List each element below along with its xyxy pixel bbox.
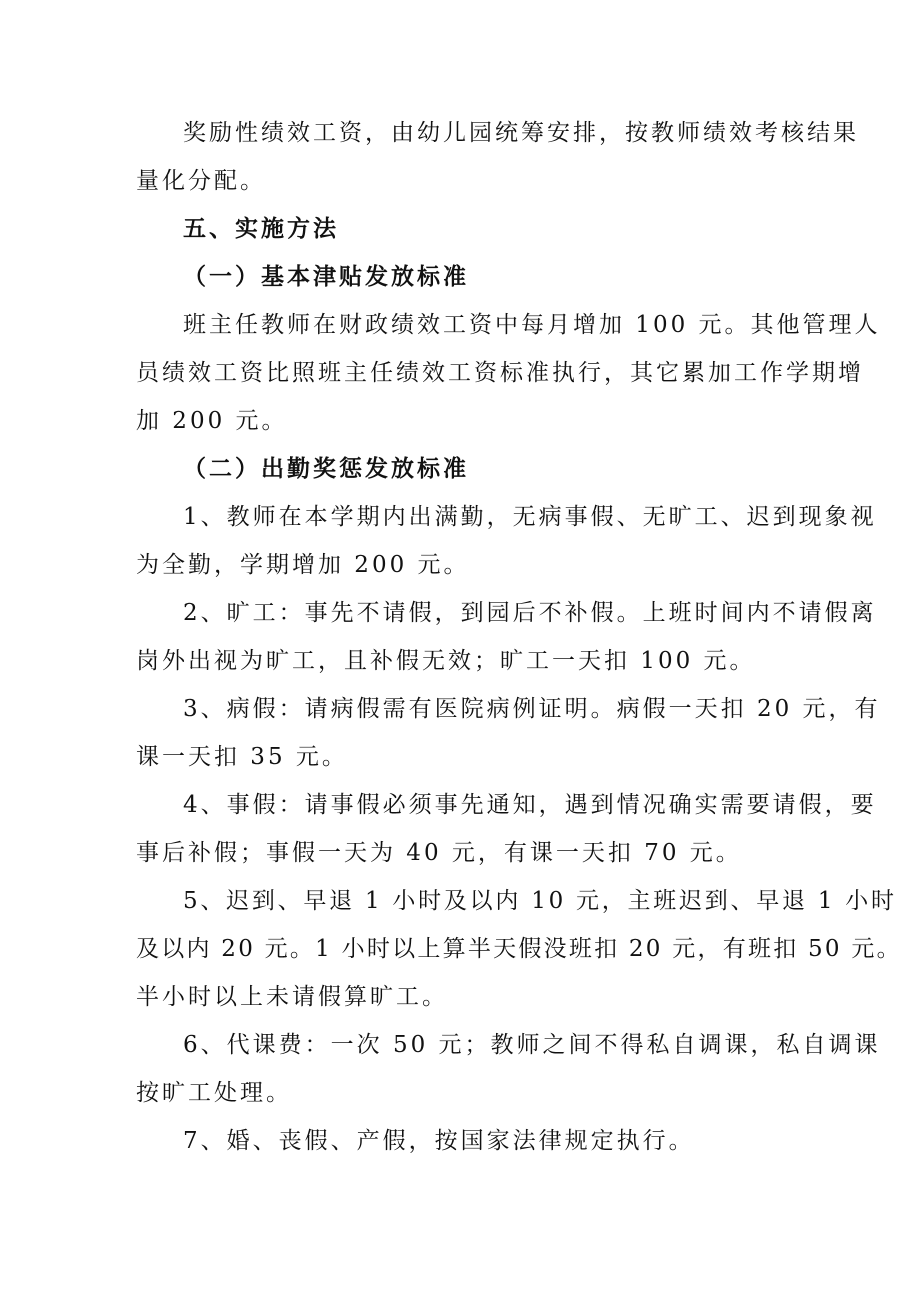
subsection-heading-attendance: （二）出勤奖惩发放标准 [183,455,469,482]
list-item-personal-leave-line-1: 4、事假：请事假必须事先通知，遇到情况确实需要请假，要 [183,792,877,818]
section-heading-implementation: 五、实施方法 [183,215,339,242]
list-item-full-attendance-line-2: 为全勤，学期增加 200 元。 [136,552,470,578]
list-item-marriage-leave-line-1: 7、婚、丧假、产假，按国家法律规定执行。 [183,1128,695,1154]
list-item-personal-leave-line-2: 事后补假；事假一天为 40 元，有课一天扣 70 元。 [136,840,742,866]
list-item-substitute-fee-line-2: 按旷工处理。 [136,1080,292,1106]
list-item-full-attendance-line-1: 1、教师在本学期内出满勤，无病事假、无旷工、迟到现象视 [183,504,877,530]
list-item-lateness-line-3: 半小时以上未请假算旷工。 [136,984,448,1010]
paragraph-allowance-line-1: 班主任教师在财政绩效工资中每月增加 100 元。其他管理人 [183,312,881,338]
list-item-substitute-fee-line-1: 6、代课费：一次 50 元；教师之间不得私自调课，私自调课 [183,1032,881,1058]
list-item-sick-leave-line-1: 3、病假：请病假需有医院病例证明。病假一天扣 20 元，有 [183,696,881,722]
paragraph-performance-pay-line-2: 量化分配。 [136,168,266,194]
paragraph-allowance-line-3: 加 200 元。 [136,408,288,434]
list-item-absenteeism-line-2: 岗外出视为旷工，且补假无效；旷工一天扣 100 元。 [136,648,756,674]
paragraph-performance-pay-line-1: 奖励性绩效工资，由幼儿园统筹安排，按教师绩效考核结果 [183,120,859,146]
list-item-lateness-line-2: 及以内 20 元。1 小时以上算半天假没班扣 20 元，有班扣 50 元。 [136,936,902,962]
list-item-absenteeism-line-1: 2、旷工：事先不请假，到园后不补假。上班时间内不请假离 [183,600,877,626]
subsection-heading-basic-allowance: （一）基本津贴发放标准 [183,263,469,290]
paragraph-allowance-line-2: 员绩效工资比照班主任绩效工资标准执行，其它累加工作学期增 [136,360,864,386]
list-item-sick-leave-line-2: 课一天扣 35 元。 [136,744,348,770]
list-item-lateness-line-1: 5、迟到、早退 1 小时及以内 10 元，主班迟到、早退 1 小时 [183,888,897,914]
